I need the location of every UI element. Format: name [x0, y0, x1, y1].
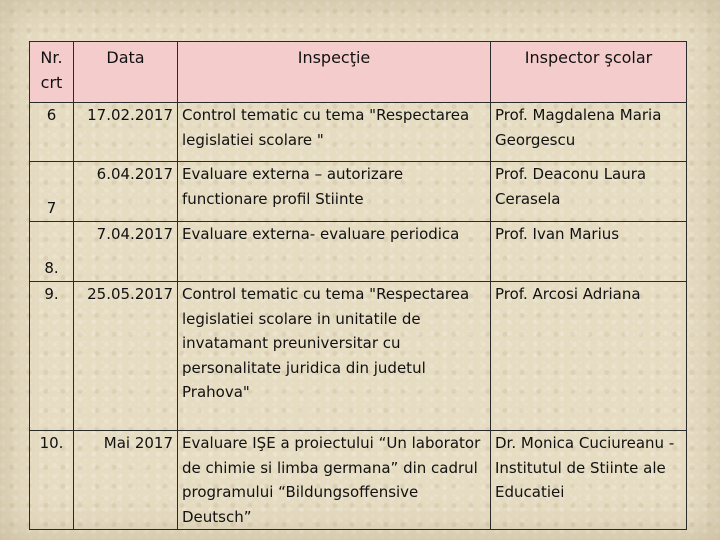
row-date: Mai 2017 [74, 431, 178, 530]
table-row [30, 222, 687, 282]
row-inspector: Prof. Deaconu Laura Cerasela [491, 162, 687, 222]
table-header-row [30, 42, 687, 103]
row-nr: 9. [30, 282, 74, 431]
row-inspection: Control tematic cu tema "Respectarea legislatiei scolare in unitatile de invatamant preuniversitar cu personalitate juridica din judetul Prahova" [178, 282, 491, 431]
row-inspector: Prof. Magdalena Maria Georgescu [491, 103, 687, 162]
row-nr: 10. [30, 431, 74, 530]
row-inspector: Prof. Arcosi Adriana [491, 282, 687, 431]
row-inspector: Dr. Monica Cuciureanu -Institutul de Stiinte ale Educatiei [491, 431, 687, 530]
row-date: 7.04.2017 [74, 222, 178, 282]
row-nr: 8. [30, 222, 74, 282]
table-row [30, 431, 687, 530]
row-date: 25.05.2017 [74, 282, 178, 431]
row-inspection: Control tematic cu tema "Respectarea legislatiei scolare " [178, 103, 491, 162]
row-date: 6.04.2017 [74, 162, 178, 222]
header-inspectie: Inspecţie [178, 42, 491, 103]
table-row [30, 162, 687, 222]
row-inspection: Evaluare externa – autorizare functionare profil Stiinte [178, 162, 491, 222]
row-nr: 7 [30, 162, 74, 222]
table-row [30, 282, 687, 431]
row-nr: 6 [30, 103, 74, 162]
header-nr-crt: Nr. crt [30, 42, 74, 103]
inspection-table [29, 41, 687, 530]
row-date: 17.02.2017 [74, 103, 178, 162]
header-inspector: Inspector şcolar [491, 42, 687, 103]
table-row [30, 103, 687, 162]
row-inspection: Evaluare externa- evaluare periodica [178, 222, 491, 282]
header-data: Data [74, 42, 178, 103]
row-inspection: Evaluare IŞE a proiectului “Un laborator de chimie si limba germana” din cadrul programului “Bildungsoffensive Deutsch” [178, 431, 491, 530]
row-inspector: Prof. Ivan Marius [491, 222, 687, 282]
